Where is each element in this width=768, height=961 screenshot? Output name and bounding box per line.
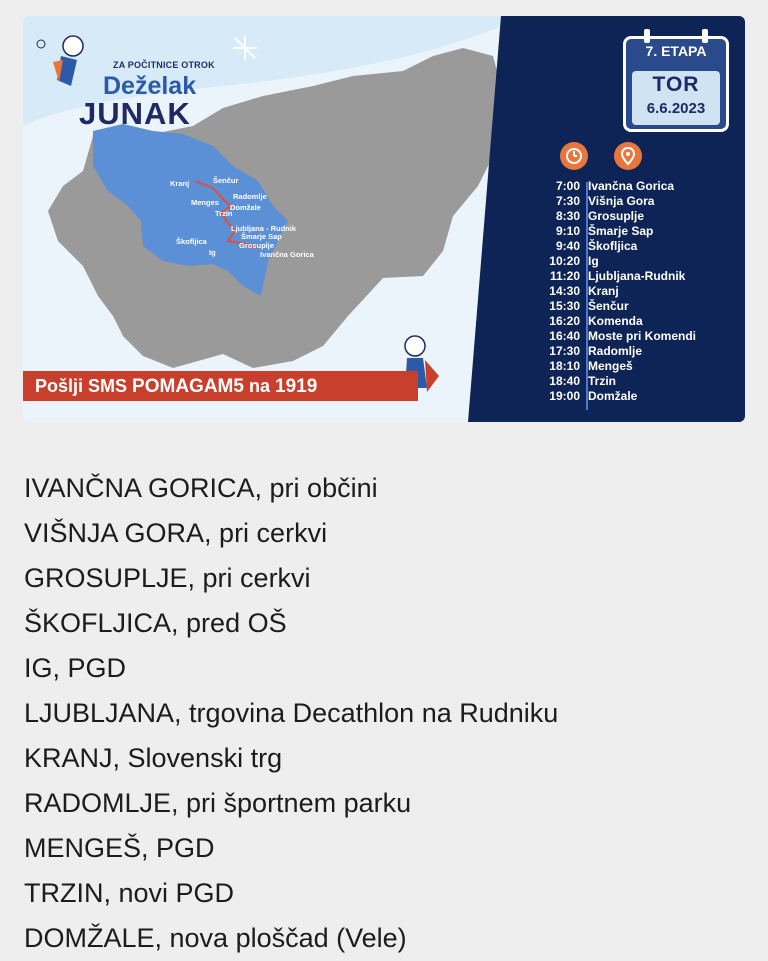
sms-number: 1919 — [275, 376, 318, 397]
schedule-row — [530, 269, 740, 284]
map-label-skofljica: Škofljica — [176, 237, 207, 246]
schedule-time: 8:30 — [555, 209, 580, 223]
schedule-place: Grosuplje — [588, 209, 645, 223]
schedule-place: Komenda — [588, 314, 643, 328]
schedule-place: Domžale — [588, 389, 638, 403]
schedule-row — [530, 299, 740, 314]
map-label-kranj: Kranj — [170, 179, 190, 188]
schedule-time: 9:40 — [555, 239, 580, 253]
schedule-place: Kranj — [588, 284, 619, 298]
schedule-place: Radomlje — [588, 344, 643, 358]
sms-donation-bar — [23, 371, 418, 401]
schedule-place: Moste pri Komendi — [588, 329, 697, 343]
schedule-time: 18:40 — [549, 374, 580, 388]
schedule-time: 11:20 — [549, 269, 580, 283]
map-label-ljubljana-rudnik: Ljubljana - Rudnik — [231, 224, 296, 233]
location-item: DOMŽALE, nova ploščad (Vele) — [24, 923, 407, 953]
schedule-row — [530, 314, 740, 329]
schedule-time: 15:30 — [549, 299, 580, 313]
schedule-row — [530, 329, 740, 344]
schedule-row — [530, 344, 740, 359]
schedule-time: 16:20 — [549, 314, 580, 328]
logo-name-line2: JUNAK — [79, 96, 191, 131]
date-inner-box — [632, 71, 720, 125]
schedule-section — [468, 16, 745, 422]
schedule-place: Šmarje Sap — [588, 224, 654, 238]
location-item: TRZIN, novi PGD — [24, 878, 235, 908]
logo-tagline: ZA POČITNICE OTROK — [113, 60, 215, 70]
schedule-place: Višnja Gora — [588, 194, 655, 208]
map-label-sencur: Šenčur — [213, 176, 239, 185]
map-label-ig: Ig — [209, 248, 216, 257]
sms-middle: na — [248, 376, 270, 396]
schedule-row — [530, 254, 740, 269]
schedule-time: 14:30 — [549, 284, 580, 298]
clock-icon — [560, 142, 588, 170]
location-item: LJUBLJANA, trgovina Decathlon na Rudniku — [24, 698, 559, 728]
map-label-domzale: Domžale — [230, 203, 261, 212]
schedule-row — [530, 359, 740, 374]
schedule-row — [530, 389, 740, 404]
calendar-ring-right — [702, 29, 708, 43]
logo-name-line1: Deželak — [103, 72, 197, 100]
schedule-time: 9:10 — [555, 224, 580, 238]
location-item: ŠKOFLJICA, pred OŠ — [24, 608, 287, 638]
location-item: VIŠNJA GORA, pri cerkvi — [24, 518, 328, 548]
stage-date: 6.6.2023 — [646, 100, 706, 117]
schedule-list — [530, 179, 740, 404]
location-pin-icon — [614, 142, 642, 170]
location-item: IG, PGD — [24, 653, 127, 683]
location-item: MENGEŠ, PGD — [24, 833, 215, 863]
map-label-radomlje: Radomlje — [233, 192, 267, 201]
map-label-menges: Menges — [191, 198, 219, 207]
schedule-place: Ljubljana-Rudnik — [588, 269, 686, 283]
sms-keyword: POMAGAM5 — [132, 376, 244, 397]
location-list — [24, 466, 558, 961]
schedule-row — [530, 239, 740, 254]
schedule-row — [530, 179, 740, 194]
calendar-ring-left — [644, 29, 650, 43]
schedule-time: 19:00 — [549, 389, 580, 403]
schedule-row — [530, 284, 740, 299]
sms-prefix: Pošlji SMS — [35, 376, 128, 396]
schedule-place: Šenčur — [588, 299, 629, 313]
map-label-grosuplje: Grosuplje — [239, 241, 275, 250]
location-item: KRANJ, Slovenski trg — [24, 743, 283, 773]
schedule-place: Mengeš — [588, 359, 633, 373]
calendar-date-box — [623, 36, 729, 132]
location-item: IVANČNA GORICA, pri občini — [24, 473, 378, 503]
event-banner — [23, 16, 745, 422]
location-item: RADOMLJE, pri športnem parku — [24, 788, 412, 818]
schedule-time: 17:30 — [549, 344, 580, 358]
schedule-time: 18:10 — [549, 359, 580, 373]
stage-label: 7. ETAPA — [645, 43, 707, 59]
schedule-row — [530, 224, 740, 239]
schedule-row — [530, 209, 740, 224]
schedule-row — [530, 374, 740, 389]
schedule-place: Ivančna Gorica — [588, 179, 675, 193]
schedule-place: Škofljica — [588, 239, 638, 253]
schedule-time: 7:00 — [555, 179, 580, 193]
schedule-place: Ig — [588, 254, 599, 268]
schedule-time: 16:40 — [549, 329, 580, 343]
schedule-row — [530, 194, 740, 209]
map-label-ivancna-gorica: Ivančna Gorica — [260, 250, 314, 259]
location-item: GROSUPLJE, pri cerkvi — [24, 563, 311, 593]
schedule-time: 10:20 — [549, 254, 580, 268]
schedule-time: 7:30 — [555, 194, 580, 208]
stage-day: TOR — [652, 73, 700, 96]
schedule-place: Trzin — [588, 374, 617, 388]
map-label-smarje-sap: Šmarje Sap — [241, 232, 282, 241]
map-label-trzin: Trzin — [215, 209, 233, 218]
